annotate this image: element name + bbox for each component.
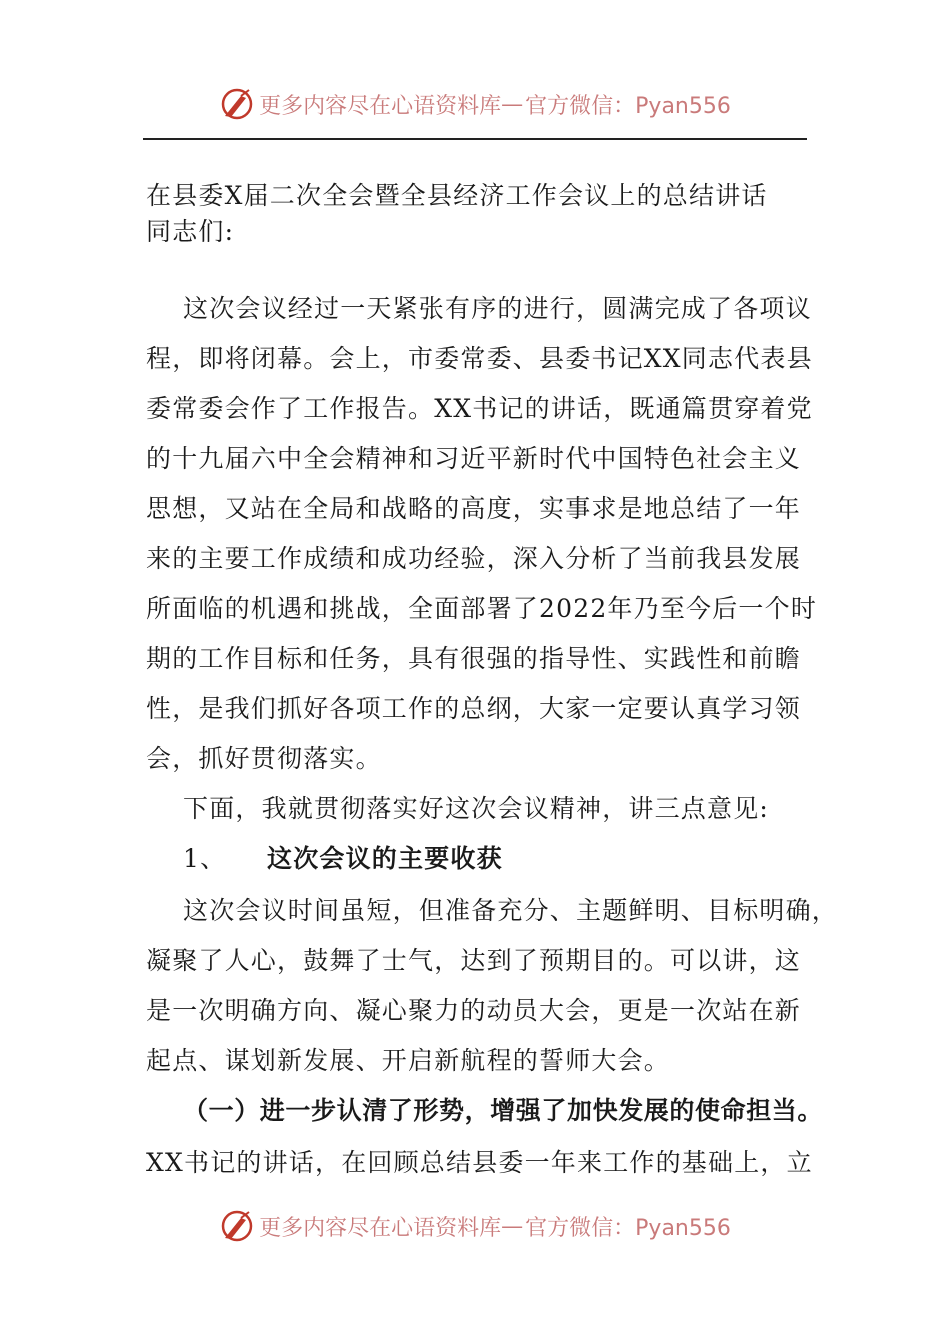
section-title: 这次会议的主要收获 (267, 844, 503, 873)
watermark-brand: 更多内容尽在心语资料库 (259, 1215, 502, 1241)
paragraph-line: 委常委会作了工作报告。XX书记的讲话，既通篇贯穿着党 (146, 394, 813, 423)
paragraph-line: 的十九届六中全会精神和习近平新时代中国特色社会主义 (146, 444, 802, 473)
watermark-wechat: 官方微信：Pyan556 (525, 1215, 731, 1241)
watermark-banner-bottom (0, 1206, 950, 1246)
section-number: 1、 (183, 844, 227, 873)
subsection-heading: （一）进一步认清了形势，增强了加快发展的使命担当。 (183, 1096, 824, 1125)
paragraph-line: 会，抓好贯彻落实。 (146, 744, 382, 773)
paragraph-line: 这次会议经过一天紧张有序的进行，圆满完成了各项议 (183, 294, 812, 323)
paragraph-line: 所面临的机遇和挑战，全面部署了2022年乃至今后一个时 (146, 594, 818, 623)
paragraph-line: 思想，又站在全局和战略的高度，实事求是地总结了一年 (146, 494, 802, 523)
header-divider (143, 138, 807, 140)
salutation: 同志们: (146, 217, 235, 246)
watermark-brand: 更多内容尽在心语资料库 (259, 93, 502, 119)
paragraph-line: 是一次明确方向、凝心聚力的动员大会，更是一次站在新 (146, 996, 802, 1025)
pen-logo-icon (219, 86, 255, 122)
paragraph-line: 程，即将闭幕。会上，市委常委、县委书记XX同志代表县 (146, 344, 813, 373)
paragraph-line: 性，是我们抓好各项工作的总纲，大家一定要认真学习领 (146, 694, 802, 723)
paragraph-line: 这次会议时间虽短，但准备充分、主题鲜明、目标明确， (183, 896, 839, 925)
document-title: 在县委X届二次全会暨全县经济工作会议上的总结讲话 (146, 181, 768, 210)
paragraph-line: 起点、谋划新发展、开启新航程的誓师大会。 (146, 1046, 671, 1075)
paragraph-line: 来的主要工作成绩和成功经验，深入分析了当前我县发展 (146, 544, 802, 573)
watermark-banner-top (0, 84, 950, 124)
paragraph-line: XX书记的讲话，在回顾总结县委一年来工作的基础上，立 (146, 1148, 813, 1177)
watermark-wechat: 官方微信：Pyan556 (525, 93, 731, 119)
pen-logo-icon (219, 1208, 255, 1244)
watermark-dash: — (501, 1213, 524, 1239)
paragraph-line: 期的工作目标和任务，具有很强的指导性、实践性和前瞻 (146, 644, 802, 673)
paragraph-line: 凝聚了人心，鼓舞了士气，达到了预期目的。可以讲，这 (146, 946, 802, 975)
section-heading (183, 843, 503, 875)
watermark-dash: — (501, 91, 524, 117)
paragraph-line: 下面，我就贯彻落实好这次会议精神，讲三点意见: (183, 794, 770, 823)
